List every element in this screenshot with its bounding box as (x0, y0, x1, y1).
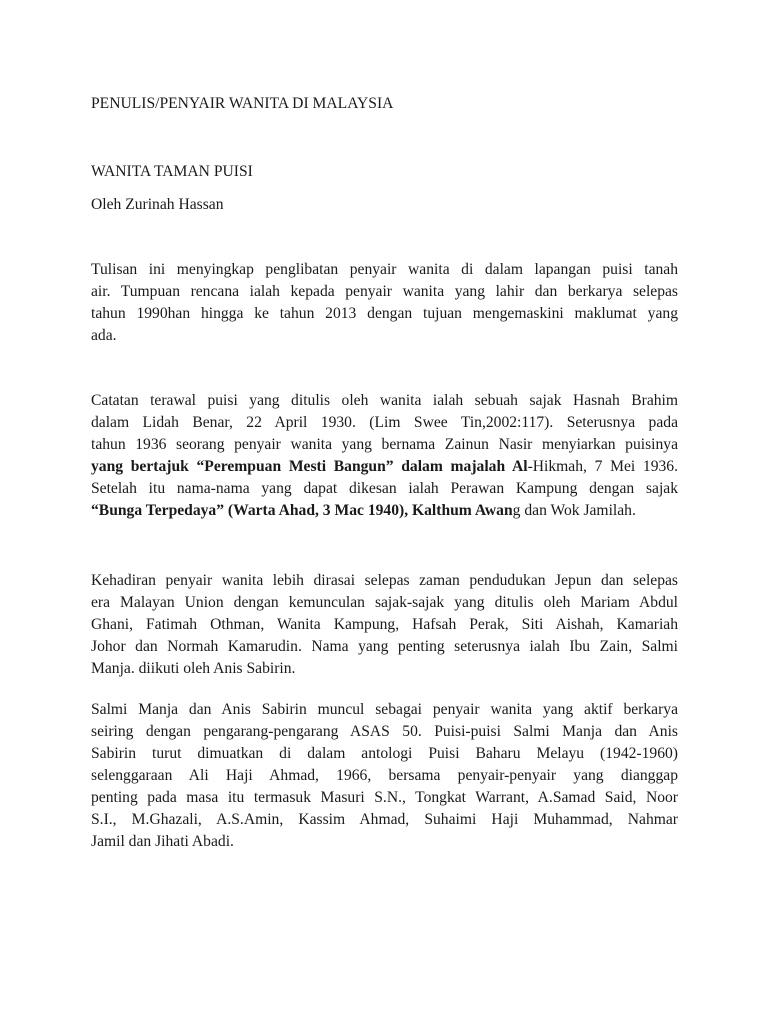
text-line: tahun 1936 seorang penyair wanita yang bernama Zainun Nasir menyiarkan puisinya (91, 436, 678, 453)
text-line: Ghani, Fatimah Othman, Wanita Kampung, Hafsah Perak, Siti Aishah, Kamariah (91, 616, 678, 633)
text-line: tahun 1990han hingga ke tahun 2013 dengan tujuan mengemaskini maklumat yang (91, 305, 678, 322)
text-line: Manja. diikuti oleh Anis Sabirin. (91, 660, 296, 677)
text-line: air. Tumpuan rencana ialah kepada penyair wanita yang lahir dan berkarya selepas (91, 283, 678, 300)
text-line: Jamil dan Jihati Abadi. (91, 833, 234, 850)
text-run: -Hikmah, 7 Mei 1936. (527, 458, 678, 475)
text-line: S.I., M.Ghazali, A.S.Amin, Kassim Ahmad, Suhaimi Haji Muhammad, Nahmar (91, 811, 678, 828)
text-line: penting pada masa itu termasuk Masuri S.N., Tongkat Warrant, A.Samad Said, Noor (91, 789, 678, 806)
text-run: g dan Wok Jamilah. (512, 502, 636, 519)
text-line: seiring dengan pengarang-pengarang ASAS 50. Puisi-puisi Salmi Manja dan Anis (91, 723, 678, 740)
paragraph-3 (91, 570, 678, 680)
article-author: Oleh Zurinah Hassan (91, 196, 224, 213)
text-line: dalam Lidah Benar, 22 April 1930. (Lim Swee Tin,2002:117). Seterusnya pada (91, 414, 678, 431)
text-line: Tulisan ini menyingkap penglibatan penyair wanita di dalam lapangan puisi tanah (91, 261, 678, 278)
document-title: PENULIS/PENYAIR WANITA DI MALAYSIA (91, 95, 394, 112)
text-line: era Malayan Union dengan kemunculan sajak-sajak yang ditulis oleh Mariam Abdul (91, 594, 678, 611)
article-title: WANITA TAMAN PUISI (91, 163, 253, 180)
text-line: Salmi Manja dan Anis Sabirin muncul sebagai penyair wanita yang aktif berkarya (91, 701, 678, 718)
paragraph-1 (91, 259, 678, 347)
text-line: Setelah itu nama-nama yang dapat dikesan ialah Perawan Kampung dengan sajak (91, 480, 678, 497)
text-line: Kehadiran penyair wanita lebih dirasai selepas zaman pendudukan Jepun dan selepas (91, 572, 678, 589)
text-line (91, 456, 678, 478)
paragraph-4 (91, 699, 678, 853)
text-line: selenggaraan Ali Haji Ahmad, 1966, bersama penyair-penyair yang dianggap (91, 767, 678, 784)
text-line: ada. (91, 327, 117, 344)
bold-text: “Bunga Terpedaya” (Warta Ahad, 3 Mac 1940), Kalthum Awan (91, 502, 513, 519)
text-line: Sabirin turut dimuatkan di dalam antologi Puisi Baharu Melayu (1942-1960) (91, 745, 678, 762)
bold-text: yang bertajuk “Perempuan Mesti Bangun” dalam majalah Al (91, 458, 528, 475)
text-line: Catatan terawal puisi yang ditulis oleh wanita ialah sebuah sajak Hasnah Brahim (91, 392, 678, 409)
text-line (91, 500, 678, 522)
text-line: Johor dan Normah Kamarudin. Nama yang penting seterusnya ialah Ibu Zain, Salmi (91, 638, 678, 655)
paragraph-2 (91, 390, 678, 522)
